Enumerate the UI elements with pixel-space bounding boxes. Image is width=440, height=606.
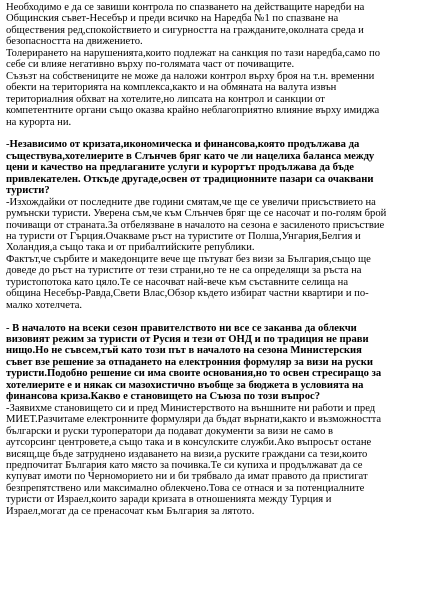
answer-visa-position: -Заявихме становището си и пред Министерството на външните ни работи и пред МИЕТ.Разчитаме електронните формуляри да бъдат върнати,както и възможността български и руски туроператори да подават документи за визи не само в аутсорсинг центровете,а също така и в консулските служби.Ако въпросът остане висящ,ще бъде затруднено издаването на визи,а руските граждани са тези,които предпочитат България като място за почивка.Те си купиха и продължават да се купуват имоти по Черноморието ни и би трябвало да имат правото да пристигат безпрепятствено или максимално облекчено.Това се отнася и за потенциалните туристи от Израел,които заради кризата в отношенията между Турция и Израел,могат да се пренасочат към България за лятото. [6, 402, 382, 517]
paragraph-tolerance: Толерирането на нарушенията,които подлежат на санкция по тази наредба,само по себе си влияе негативно върху по-голямата част от почиващите. [6, 47, 381, 71]
paragraph-owners-union: Съзъзт на собствениците не може да наложи контрол върху броя на т.н. временни обекти на територията на комплекса,както и на обмяната на валута извън териториалния обхват на хотелите,но липсата на контрол и санкции от компетентните органи също оказва крайно неблагоприятно влияние върху имиджа на курорта ни. [6, 70, 380, 128]
spacer [6, 128, 434, 139]
spacer [6, 311, 434, 322]
paragraph-enforcement: Необходимо е да се завиши контрола по спазването на действащите наредби на Общинския съвет-Несебър и преди всичко на Наредба №1 по спазване на обществения ред,спокойствието и сигурността на гражданите,околната среда и безопасността на движението. [6, 2, 365, 48]
paragraph-serbs-macedonians: Фактът,че сърбите и македонците вече ще пътуват без визи за България,също ще доведе до ръст на туристите от тези страни,но те не са определящи за ръста на туристопотока като цяло.Те се насочват най-вече към съставните селища на община Несебър-Равда,Свети Влас,Обзор където избират частни квартири и по- малко хотелчета. [6, 253, 371, 311]
question-visa-regime: - В началото на всеки сезон правителството ни все се заканва да облекчи визовият режим за туристи от Русия и тези от ОНД и по традиция не прави нищо.Но не съвсем,тъй като този път в началото на сезона Министерския съвет взе решение за отпадането на електронния формуляр за визи на руски туристи.Подобно решение си има своите основания,но то освен стресиращо за хотелиерите е и някак си мазохистично въобще за бюджета в условията на финансова криза.Какво е становището на Съюза по този въпрос? [6, 322, 382, 403]
answer-tourist-markets: -Изхождайки от последните две години смятам,че ще се увеличи присъствието на румънски туристи. Уверена съм,че към Слънчев бряг ще се насочат и по-голям брой почиващи от страната.За отбелязване в началото на сезона е засиленото присъствие на туристи от Гърция.Очакваме ръст на туристите от Полша,Унгария,Белгия и Холандия,а също така и от прибалтийските републики. [6, 196, 387, 254]
question-crisis: -Независимо от кризата,икономическа и финансова,която продължава да съществува,хотелиерите в Слънчев бряг като че ли нацелиха баланса между цени и качество на предлаганите услуги и курортът продължава да бъде привлекателен. Откъде другаде,освен от традиционните пазари са очаквани туристи? [6, 139, 375, 197]
